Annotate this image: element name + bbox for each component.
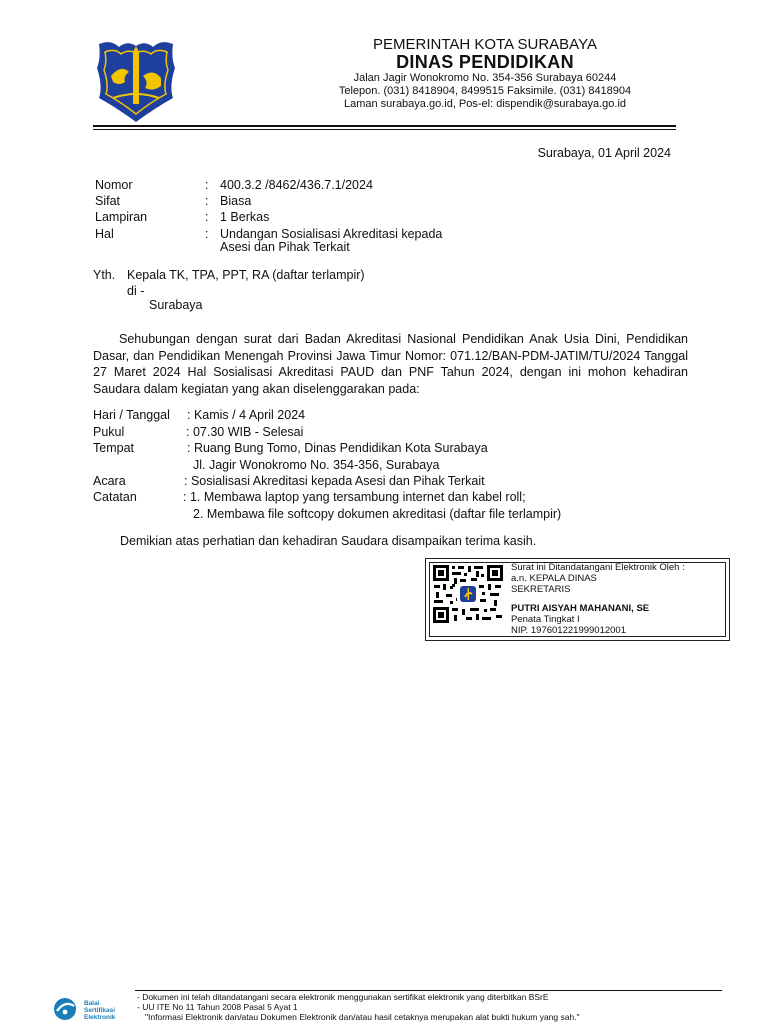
bsre-label-2: Sertifikasi bbox=[84, 1007, 116, 1014]
signature-qr-code-icon bbox=[432, 564, 504, 624]
meta-colon: : bbox=[205, 210, 209, 224]
signatory-rank: Penata Tingkat I bbox=[511, 614, 580, 625]
footer-note-3: "Informasi Elektronik dan/atau Dokumen Elektronik dan/atau hasil cetaknya merupakan alat bukti hukum yang sah." bbox=[145, 1012, 580, 1022]
meta-colon: : bbox=[205, 227, 209, 241]
header-rule-thick bbox=[93, 125, 676, 127]
bsre-logo-icon bbox=[52, 996, 80, 1022]
meta-label-sifat: Sifat bbox=[95, 194, 121, 208]
meta-label-hal: Hal bbox=[95, 227, 114, 241]
agency-phone: Telepon. (031) 8418904, 8499515 Faksimile. (031) 8418904 bbox=[338, 85, 632, 97]
event-value-day: : Kamis / 4 April 2024 bbox=[187, 408, 306, 422]
agency-name: DINAS PENDIDIKAN bbox=[396, 52, 574, 72]
meta-value-hal-cont: Asesi dan Pihak Terkait bbox=[220, 240, 350, 254]
footer-rule bbox=[135, 990, 722, 991]
letter-date: Surabaya, 01 April 2024 bbox=[537, 146, 671, 160]
meta-value-nomor: 400.3.2 /8462/436.7.1/2024 bbox=[220, 178, 373, 192]
event-label-time: Pukul bbox=[93, 425, 125, 439]
meta-colon: : bbox=[205, 194, 209, 208]
agency-address: Jalan Jagir Wonokromo No. 354-356 Surabaya 60244 bbox=[353, 72, 617, 84]
bsre-label-1: Balai bbox=[84, 1000, 100, 1007]
recipient-yth: Yth. bbox=[93, 268, 116, 282]
signatory-nip: NIP. 197601221999012001 bbox=[511, 625, 626, 636]
bsre-label-3: Elektronik bbox=[84, 1014, 116, 1021]
meta-value-hal: Undangan Sosialisasi Akreditasi kepada bbox=[220, 227, 443, 241]
surabaya-city-emblem-logo bbox=[95, 38, 177, 124]
meta-value-lampiran: 1 Berkas bbox=[220, 210, 270, 224]
event-label-day: Hari / Tanggal bbox=[93, 408, 170, 422]
event-note-1: : 1. Membawa laptop yang tersambung internet dan kabel roll; bbox=[183, 490, 526, 504]
event-value-agenda: : Sosialisasi Akreditasi kepada Asesi dan Pihak Terkait bbox=[184, 474, 485, 488]
meta-label-lampiran: Lampiran bbox=[95, 210, 148, 224]
agency-web: Laman surabaya.go.id, Pos-el: dispendik@surabaya.go.id bbox=[343, 98, 627, 110]
meta-value-sifat: Biasa bbox=[220, 194, 252, 208]
event-value-place: : Ruang Bung Tomo, Dinas Pendidikan Kota Surabaya bbox=[187, 441, 488, 455]
event-value-place-cont: Jl. Jagir Wonokromo No. 354-356, Surabaya bbox=[193, 458, 440, 472]
footer-note-1: - Dokumen ini telah ditandatangani secara elektronik menggunakan sertifikat elektronik yang diterbitkan BSrE bbox=[137, 992, 549, 1002]
event-value-time: : 07.30 WIB - Selesai bbox=[186, 425, 304, 439]
event-label-agenda: Acara bbox=[93, 474, 126, 488]
meta-colon: : bbox=[205, 178, 209, 192]
signatory-name: PUTRI AISYAH MAHANANI, SE bbox=[511, 603, 650, 614]
recipient-name: Kepala TK, TPA, PPT, RA (daftar terlampir) bbox=[127, 268, 365, 282]
body-paragraph: Sehubungan dengan surat dari Badan Akreditasi Nasional Pendidikan Anak Usia Dini, Pendidikan Dasar, dan Pendidikan Menengah Provinsi Jawa Timur Nomor: 071.12/BAN-PDM-JATIM/TU/2024 Tanggal 27 Maret 2024 Hal Sosialisasi Akreditasi PAUD dan PNF Tahun 2024, dengan ini mohon kehadiran Saudara dalam kegiatan yang akan diselenggarakan pada: bbox=[93, 332, 688, 396]
event-note-2: 2. Membawa file softcopy dokumen akreditasi (daftar file terlampir) bbox=[193, 507, 562, 521]
header-rule-thin bbox=[93, 129, 676, 130]
meta-label-nomor: Nomor bbox=[95, 178, 133, 192]
signature-line-1: Surat ini Ditandatangani Elektronik Oleh : bbox=[511, 562, 685, 573]
signature-line-2: a.n. KEPALA DINAS bbox=[511, 573, 597, 584]
footer-note-2: - UU ITE No 11 Tahun 2008 Pasal 5 Ayat 1 bbox=[137, 1002, 298, 1012]
recipient-city: Surabaya bbox=[149, 298, 203, 312]
recipient-di: di - bbox=[127, 284, 145, 298]
event-label-place: Tempat bbox=[93, 441, 134, 455]
closing-text: Demikian atas perhatian dan kehadiran Saudara disampaikan terima kasih. bbox=[120, 534, 537, 548]
government-name: PEMERINTAH KOTA SURABAYA bbox=[373, 36, 597, 53]
signature-line-3: SEKRETARIS bbox=[511, 584, 571, 595]
event-label-notes: Catatan bbox=[93, 490, 137, 504]
